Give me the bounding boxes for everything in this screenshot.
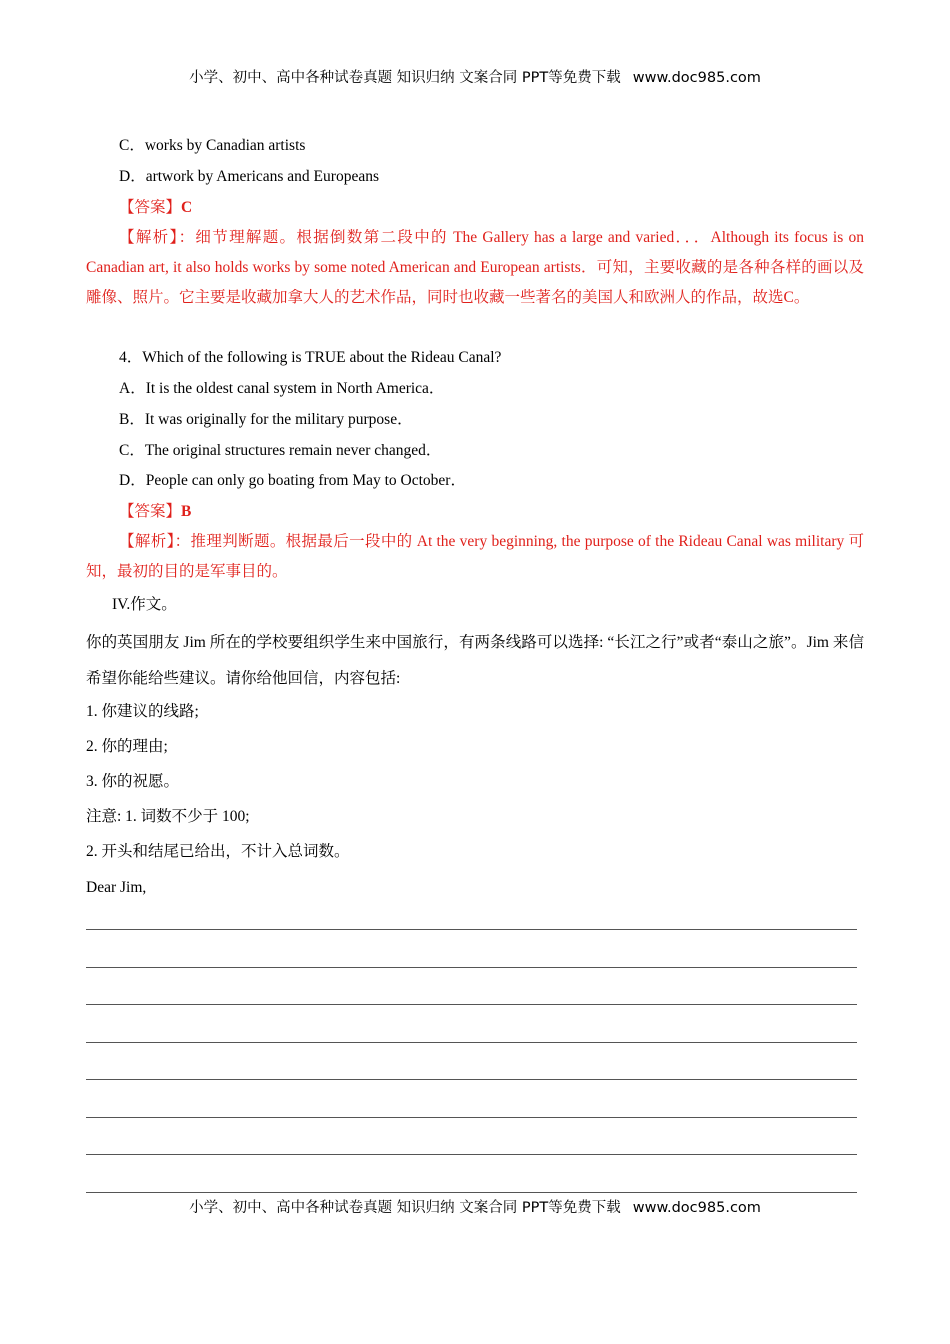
- q4-option-a: A．It is the oldest canal system in North America．: [119, 380, 445, 397]
- q3-analysis-label: 【解析】：: [119, 229, 196, 246]
- q4-analysis-text: 推理判断题。根据最后一段中的 At the very beginning, the purpose of the Rideau Canal was military 可知，最初的目的是军事目的。: [86, 533, 864, 580]
- q4-answer-label: 【答案】: [119, 503, 182, 520]
- footer-site-link[interactable]: www.doc985.com: [632, 1200, 761, 1216]
- page-footer: [0, 1196, 950, 1217]
- answer-line: [86, 1192, 857, 1193]
- q4-answer-value: B: [181, 503, 192, 520]
- letter-greeting: Dear Jim,: [86, 879, 147, 896]
- answer-line: [86, 929, 857, 930]
- writing-item-1: 1. 你建议的线路;: [86, 703, 199, 720]
- answer-line: [86, 1079, 857, 1080]
- answer-line: [86, 1042, 857, 1043]
- writing-note-1: 注意: 1. 词数不少于 100;: [86, 808, 250, 825]
- q3-option-d: D．artwork by Americans and Europeans: [119, 168, 379, 185]
- answer-line: [86, 1117, 857, 1118]
- q4-option-d: D．People can only go boating from May to October．: [119, 472, 466, 489]
- q3-answer-label: 【答案】: [119, 199, 182, 216]
- writing-prompt: 你的英国朋友 Jim 所在的学校要组织学生来中国旅行，有两条线路可以选择: “长江之行”或者“泰山之旅”。Jim 来信希望你能给些建议。请你给他回信，内容包括:: [86, 634, 864, 687]
- q4-option-c: C．The original structures remain never changed．: [119, 442, 442, 459]
- q3-answer: [119, 198, 192, 218]
- page-header: [0, 66, 950, 87]
- answer-line: [86, 967, 857, 968]
- footer-text: 小学、初中、高中各种试卷真题 知识归纳 文案合同 PPT等免费下载: [189, 1200, 621, 1216]
- answer-line: [86, 1004, 857, 1005]
- header-text: 小学、初中、高中各种试卷真题 知识归纳 文案合同 PPT等免费下载: [189, 70, 621, 86]
- q3-analysis-text: 细节理解题。根据倒数第二段中的 The Gallery has a large and varied．．．Although its focus is on Canadian art, it also holds works by some noted American and European artists．可知，主要收藏的是各种各样的画以及雕像、照片。它主要是收藏加拿大人的艺术作品，同时也收藏一些著名的美国人和欧洲人的作品，故选C。: [86, 229, 864, 306]
- writing-item-3: 3. 你的祝愿。: [86, 773, 180, 790]
- q4-answer: [119, 502, 191, 522]
- q3-option-c: C．works by Canadian artists: [119, 137, 306, 154]
- writing-note-2: 2. 开头和结尾已给出，不计入总词数。: [86, 843, 350, 860]
- q3-analysis: [86, 223, 864, 313]
- q4-option-b: B．It was originally for the military purpose．: [119, 411, 413, 428]
- header-site-link[interactable]: www.doc985.com: [632, 70, 761, 86]
- answer-line: [86, 1154, 857, 1155]
- q3-answer-value: C: [181, 199, 193, 216]
- q4-question: 4．Which of the following is TRUE about the Rideau Canal?: [119, 349, 502, 366]
- writing-item-2: 2. 你的理由;: [86, 738, 168, 755]
- q4-analysis-label: 【解析】：: [119, 533, 191, 550]
- writing-section-title: IV.作文。: [112, 596, 177, 613]
- q4-analysis: [86, 527, 864, 587]
